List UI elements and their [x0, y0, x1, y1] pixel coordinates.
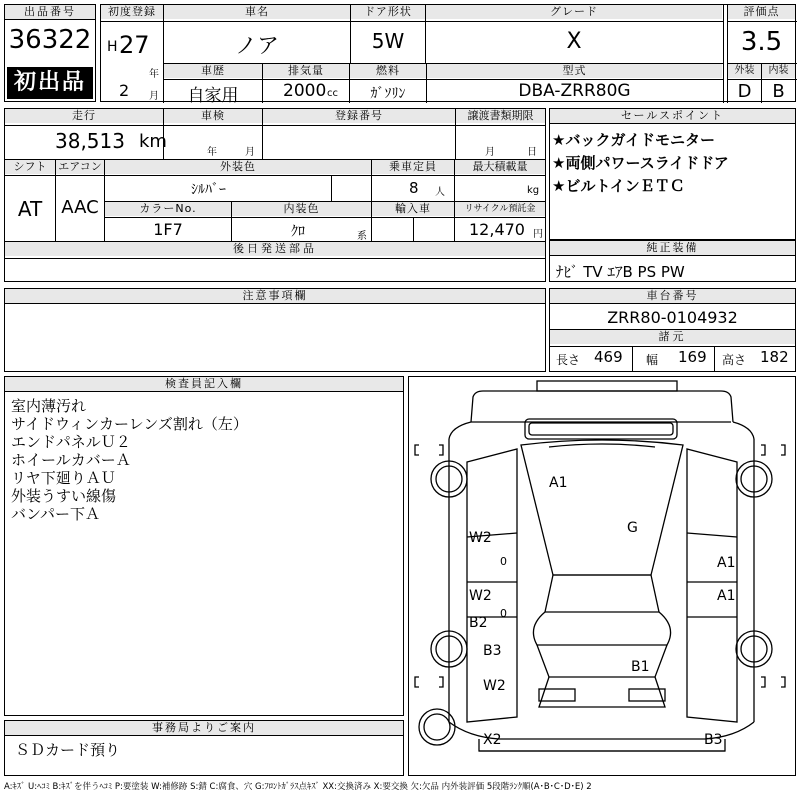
office-label: 事務局よりご案内 — [5, 721, 403, 736]
history-label: 車歴 — [164, 64, 262, 78]
ac: AAC — [61, 197, 99, 218]
sales-points-box — [549, 108, 796, 240]
damage-mark: A1 — [717, 555, 736, 571]
car-name: ノア — [234, 34, 279, 59]
ac-label: エアコン — [56, 160, 104, 174]
displacement: 2000 — [283, 81, 327, 101]
door-type: 5W — [371, 29, 405, 53]
office-text: ＳＤカード預り — [15, 741, 121, 759]
capacity: 8 — [409, 179, 419, 197]
color-label: 外装色 — [105, 160, 371, 174]
damage-mark: A1 — [717, 588, 736, 604]
notice-label: 注意事項欄 — [5, 289, 545, 304]
month-unit: 月 — [149, 91, 159, 102]
damage-mark: W2 — [483, 678, 506, 694]
inspector-box — [4, 376, 404, 716]
damage-mark: W2 — [469, 588, 492, 604]
main-header-box — [100, 4, 796, 106]
equipment-box — [549, 240, 796, 282]
load-unit: kg — [527, 185, 540, 196]
equipment-value: ﾅﾋﾞ TV ｴｱB PS PW — [556, 263, 685, 281]
mileage: 38,513 — [55, 129, 125, 153]
shift: AT — [17, 197, 43, 221]
notice-box — [4, 288, 546, 372]
width: 169 — [678, 348, 707, 366]
sales-label: セールスポイント — [550, 109, 795, 124]
later-parts-label: 後日発送部品 — [5, 242, 545, 256]
chassis-box — [549, 288, 796, 372]
damage-mark: 0 — [500, 555, 507, 568]
damage-mark: X2 — [483, 732, 502, 748]
sales-point: ★バックガイドモニター — [552, 131, 715, 149]
inspector-line: リヤ下廻りＡＵ — [11, 469, 116, 487]
damage-mark: 0 — [500, 607, 507, 620]
damage-mark: B3 — [483, 643, 502, 659]
insp-year: 年 — [207, 147, 217, 158]
intcolor-label: 内装色 — [232, 202, 371, 216]
grade-label: グレード — [426, 5, 722, 19]
damage-legend: A:ｷｽﾞ U:ﾍｺﾐ B:ｷｽﾞを伴うﾍｺﾐ P:要塗装 W:補修跡 S:錆 C:腐食、穴 G:ﾌﾛﾝﾄｶﾞﾗｽ点ｷｽﾞ XX:交換済み X:要交換 欠:欠品 内外装評価 5段階ﾗﾝｸ順(A･B･C･D･E) 2 — [4, 782, 592, 792]
reg-label: 初度登録 — [101, 5, 163, 19]
int-score: B — [772, 81, 785, 102]
fuel-label: 燃料 — [350, 64, 426, 78]
inspector-line: 外装うすい線傷 — [11, 487, 117, 505]
width-label: 幅 — [646, 353, 659, 367]
ext-label: 外装 — [728, 64, 761, 78]
dims-label: 諸元 — [550, 330, 795, 344]
color: ｼﾙﾊﾞｰ — [191, 182, 226, 198]
lot-box — [4, 4, 96, 102]
inspector-line: サイドウィンカーレンズ割れ（左） — [11, 415, 248, 433]
door-label: ドア形状 — [351, 5, 425, 19]
grade: X — [566, 29, 582, 54]
interior-color: ｸﾛ — [291, 224, 305, 240]
damage-mark: B2 — [469, 615, 488, 631]
lot-number: 36322 — [8, 25, 92, 55]
model: DBA-ZRR80G — [518, 81, 631, 101]
capacity-unit: 人 — [435, 187, 445, 198]
inspector-line: 室内薄汚れ — [11, 397, 87, 415]
insp-month: 月 — [245, 147, 255, 158]
office-box — [4, 720, 404, 776]
damage-mark: G — [627, 520, 638, 536]
damage-mark: B1 — [631, 659, 650, 675]
import-label: 輸入車 — [372, 202, 454, 216]
details-box — [4, 108, 546, 282]
ext-score: D — [737, 81, 752, 102]
mileage-label: 走行 — [5, 109, 163, 123]
mileage-unit: km — [139, 131, 167, 152]
tr-day: 日 — [527, 147, 537, 158]
inspector-line: ホイールカバーＡ — [11, 451, 131, 469]
load-label: 最大積載量 — [455, 160, 545, 174]
year-unit: 年 — [149, 69, 159, 80]
score-label: 評価点 — [728, 5, 795, 19]
damage-mark: B3 — [704, 732, 723, 748]
length: 469 — [594, 348, 623, 366]
inspection-label: 車検 — [164, 109, 262, 123]
reg-month: 2 — [119, 81, 130, 100]
recycle-label: リサイクル預託金 — [455, 202, 545, 216]
era: H — [107, 39, 118, 55]
color-number: 1F7 — [153, 220, 183, 239]
transfer-label: 譲渡書類期限 — [456, 109, 545, 123]
damage-mark: W2 — [469, 530, 492, 546]
intcolor-unit: 系 — [357, 231, 367, 242]
inspector-line: バンパー下Ａ — [11, 505, 100, 523]
score: 3.5 — [740, 27, 783, 57]
disp-unit: cc — [327, 88, 338, 99]
fuel: ｶﾞｿﾘﾝ — [370, 86, 406, 102]
shift-label: シフト — [5, 160, 55, 174]
height-label: 高さ — [722, 353, 747, 367]
disp-label: 排気量 — [263, 64, 349, 78]
int-label: 内装 — [762, 64, 795, 78]
recycle-unit: 円 — [533, 229, 543, 240]
height: 182 — [760, 348, 789, 366]
tr-month: 月 — [485, 147, 495, 158]
history: 自家用 — [187, 86, 239, 106]
regno-label: 登録番号 — [263, 109, 455, 123]
reg-year: 27 — [119, 31, 150, 59]
capacity-label: 乗車定員 — [372, 160, 454, 174]
chassis-number: ZRR80-0104932 — [607, 308, 738, 327]
sales-point: ★両側パワースライドドア — [552, 154, 729, 172]
inspector-line: エンドパネルＵ２ — [11, 433, 131, 451]
length-label: 長さ — [556, 353, 581, 367]
name-label: 車名 — [164, 5, 350, 19]
equipment-label: 純正装備 — [550, 241, 795, 256]
first-listing-badge: 初出品 — [7, 67, 93, 99]
model-label: 型式 — [427, 64, 722, 78]
colorno-label: カラーNo. — [105, 202, 231, 216]
car-diagram-box — [408, 376, 796, 776]
inspector-label: 検査員記入欄 — [5, 377, 403, 392]
recycle-fee: 12,470 — [469, 220, 525, 239]
lot-label: 出品番号 — [5, 5, 95, 20]
chassis-label: 車台番号 — [550, 289, 795, 304]
sales-point: ★ビルトインＥＴＣ — [552, 177, 685, 195]
car-diagram — [409, 377, 795, 775]
damage-mark: A1 — [549, 475, 568, 491]
